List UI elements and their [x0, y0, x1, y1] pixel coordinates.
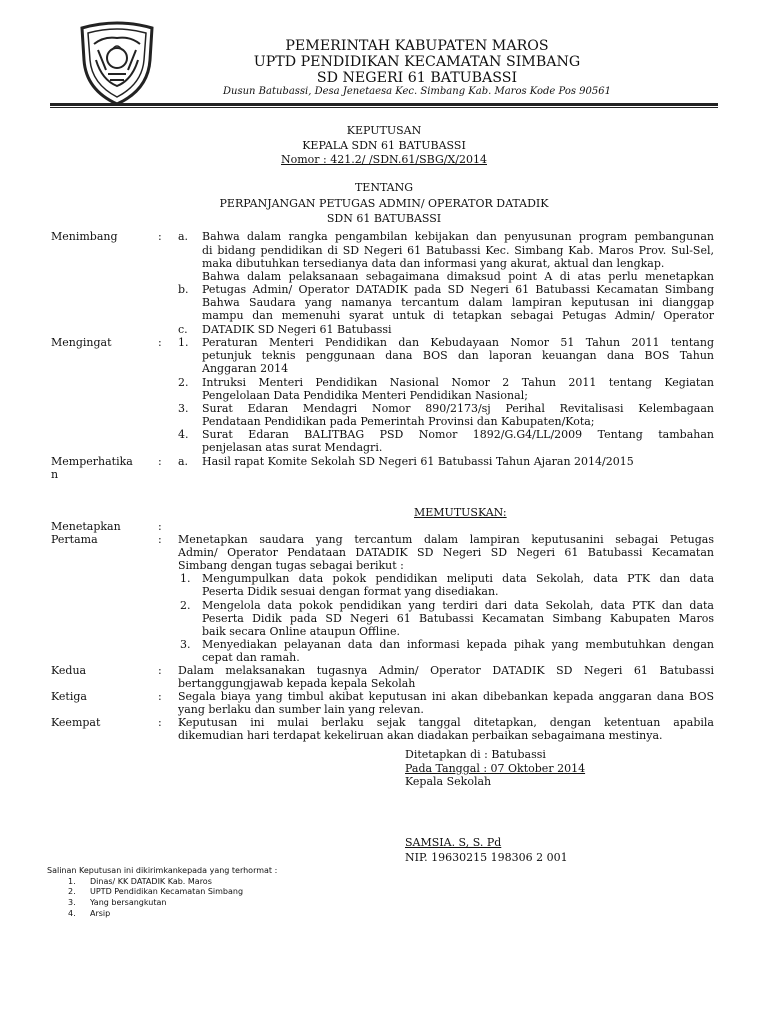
kedua-colon: :: [158, 664, 162, 677]
pertama-label: Pertama: [51, 533, 98, 546]
menimbang-b-line-1: Petugas Admin/ Operator DATADIK pada SD Negeri 61 Batubassi Kecamatan Simbang: [202, 283, 714, 296]
signature-position: Kepala Sekolah: [405, 775, 492, 788]
title-keputusan: KEPUTUSAN: [346, 124, 422, 137]
signature-place: Ditetapkan di : Batubassi: [405, 748, 546, 761]
mengingat-item-1-line-2: petunjuk teknis penggunaan dana BOS dan laporan keuangan dana BOS Tahun: [202, 349, 714, 362]
distribution-number: 3.: [68, 898, 76, 907]
pertama-task-3-line-2: cepat dan ramah.: [202, 651, 300, 664]
menetapkan-label: Menetapkan: [51, 520, 121, 533]
title-nomor: Nomor : 421.2/ /SDN.61/SBG/X/2014: [281, 153, 487, 166]
pertama-task-1-line-2: Peserta Didik sesuai dengan format yang disediakan.: [202, 585, 499, 598]
mengingat-label: Mengingat: [51, 336, 112, 349]
menimbang-colon: :: [158, 230, 162, 243]
distribution-heading: Salinan Keputusan ini dikirimkankepada yang terhormat :: [47, 866, 278, 875]
memperhatikan-label-1: Memperhatika: [51, 455, 133, 468]
pertama-line-1: Menetapkan saudara yang tercantum dalam lampiran keputusanini sebagai Petugas: [178, 533, 714, 546]
header-line-3: SD NEGERI 61 BATUBASSI: [316, 70, 518, 86]
keempat-label: Keempat: [51, 716, 101, 729]
ketiga-line-2: yang berlaku dan sumber lain yang relevan.: [178, 703, 424, 716]
menetapkan-colon: :: [158, 520, 162, 533]
mengingat-item-2-line-2: Pengelolaan Data Pendidika Menteri Pendidikan Nasional;: [202, 389, 528, 402]
memperhatikan-marker: a.: [178, 455, 189, 468]
ketiga-line-1: Segala biaya yang timbul akibat keputusan ini akan dibebankan kepada anggaran dana BOS: [178, 690, 714, 703]
ketiga-label: Ketiga: [51, 690, 87, 703]
keempat-colon: :: [158, 716, 162, 729]
title-tentang: TENTANG: [354, 181, 414, 194]
distribution-number: 2.: [68, 887, 76, 896]
mengingat-item-1-line-1: Peraturan Menteri Pendidikan dan Kebudayaan Nomor 51 Tahun 2011 tentang: [202, 336, 714, 349]
mengingat-item-3-line-1: Surat Edaran Mendagri Nomor 890/2173/sj Perihal Revitalisasi Kelembagaan: [202, 402, 714, 415]
menimbang-label: Menimbang: [51, 230, 118, 243]
pertama-task-marker-3: 3.: [180, 638, 191, 651]
mengingat-item-3-line-2: Pendataan Pendidikan pada Pemerintah Provinsi dan Kabupaten/Kota;: [202, 415, 595, 428]
menimbang-a-line-4: Bahwa dalam pelaksanaan sebagaimana dimaksud point A di atas perlu menetapkan: [202, 270, 714, 283]
pertama-task-2-line-1: Mengelola data pokok pendidikan yang terdiri dari data Sekolah, data PTK dan data: [202, 599, 714, 612]
memperhatikan-text: Hasil rapat Komite Sekolah SD Negeri 61 Batubassi Tahun Ajaran 2014/2015: [202, 455, 634, 468]
distribution-number: 4.: [68, 909, 76, 918]
mengingat-item-1-line-3: Anggaran 2014: [202, 362, 289, 375]
mengingat-marker-3: 3.: [178, 402, 189, 415]
title-kepala: KEPALA SDN 61 BATUBASSI: [302, 139, 466, 152]
signature-nip: NIP. 19630215 198306 2 001: [405, 851, 568, 864]
memutuskan-heading: MEMUTUSKAN:: [414, 506, 507, 519]
header-address: Dusun Batubassi, Desa Jenetaesa Kec. Simbang Kab. Maros Kode Pos 90561: [223, 86, 611, 97]
pertama-line-3: Simbang dengan tugas sebagai berikut :: [178, 559, 404, 572]
mengingat-marker-2: 2.: [178, 376, 189, 389]
pertama-task-1-line-1: Mengumpulkan data pokok pendidikan meliputi data Sekolah, data PTK dan data: [202, 572, 714, 585]
signature-name: SAMSIA. S, S. Pd: [405, 836, 502, 849]
menimbang-a-line-1: Bahwa dalam rangka pengambilan kebijakan dan penyusunan program pembangunan: [202, 230, 714, 243]
kedua-line-2: bertanggungjawab kepada kepala Sekolah: [178, 677, 416, 690]
mengingat-item-4-line-2: penjelasan atas surat Mendagri.: [202, 441, 383, 454]
memperhatikan-label-2: n: [51, 468, 59, 481]
menimbang-marker-b: b.: [178, 283, 189, 296]
distribution-item: Dinas/ KK DATADIK Kab. Maros: [90, 877, 212, 886]
header-divider-thin: [50, 107, 718, 108]
pertama-line-2: Admin/ Operator Pendataan DATADIK SD Negeri SD Negeri 61 Batubassi Kecamatan: [178, 546, 714, 559]
pertama-colon: :: [158, 533, 162, 546]
pertama-task-marker-1: 1.: [180, 572, 191, 585]
distribution-item: UPTD Pendidikan Kecamatan Simbang: [90, 887, 244, 896]
pertama-task-2-line-2: Peserta Didik pada SD Negeri 61 Batubassi Kecamatan Simbang Kabupaten Maros: [202, 612, 714, 625]
mengingat-colon: :: [158, 336, 162, 349]
ketiga-colon: :: [158, 690, 162, 703]
menimbang-a-line-3: maka dibutuhkan tersedianya data dan informasi yang akurat, aktual dan lengkap.: [202, 257, 665, 270]
mengingat-marker-4: 4.: [178, 428, 189, 441]
memperhatikan-colon: :: [158, 455, 162, 468]
distribution-item: Arsip: [90, 909, 111, 918]
kedua-line-1: Dalam melaksanakan tugasnya Admin/ Operator DATADIK SD Negeri 61 Batubassi: [178, 664, 714, 677]
menimbang-c-line-1: DATADIK SD Negeri 61 Batubassi: [202, 323, 392, 336]
mengingat-marker-1: 1.: [178, 336, 189, 349]
kedua-label: Kedua: [51, 664, 87, 677]
menimbang-b-line-3: mampu dan memenuhi syarat untuk di tetapkan sebagai Petugas Admin/ Operator: [202, 309, 714, 322]
keempat-line-2: dikemudian hari terdapat kekeliruan akan diadakan perbaikan sebagaimana mestinya.: [178, 729, 663, 742]
menimbang-marker-c: c.: [178, 323, 188, 336]
keempat-line-1: Keputusan ini mulai berlaku sejak tanggal ditetapkan, dengan ketentuan apabila: [178, 716, 714, 729]
signature-date: Pada Tanggal : 07 Oktober 2014: [405, 762, 586, 775]
header-divider: [50, 103, 718, 106]
mengingat-item-4-line-1: Surat Edaran BALITBAG PSD Nomor 1892/G.G4/LL/2009 Tentang tambahan: [202, 428, 714, 441]
menimbang-b-line-2: Bahwa Saudara yang namanya tercantum dalam lampiran keputusan ini dianggap: [202, 296, 714, 309]
pertama-task-3-line-1: Menyediakan pelayanan data dan informasi kepada pihak yang membutuhkan dengan: [202, 638, 714, 651]
header-line-1: PEMERINTAH KABUPATEN MAROS: [285, 38, 549, 54]
mengingat-item-2-line-1: Intruksi Menteri Pendidikan Nasional Nomor 2 Tahun 2011 tentang Kegiatan: [202, 376, 714, 389]
menimbang-a-line-2: di bidang pendidikan di SD Negeri 61 Batubassi Kec. Simbang Kab. Maros Prov. Sul-Sel,: [202, 244, 714, 257]
menimbang-marker-a: a.: [178, 230, 189, 243]
title-subject-2: SDN 61 BATUBASSI: [326, 212, 442, 225]
header-line-2: UPTD PENDIDIKAN KECAMATAN SIMBANG: [253, 54, 581, 70]
distribution-number: 1.: [68, 877, 76, 886]
regency-emblem-icon: [76, 20, 158, 106]
distribution-item: Yang bersangkutan: [90, 898, 167, 907]
pertama-task-2-line-3: baik secara Online ataupun Offline.: [202, 625, 400, 638]
pertama-task-marker-2: 2.: [180, 599, 191, 612]
title-subject-1: PERPANJANGAN PETUGAS ADMIN/ OPERATOR DATADIK: [219, 197, 549, 210]
